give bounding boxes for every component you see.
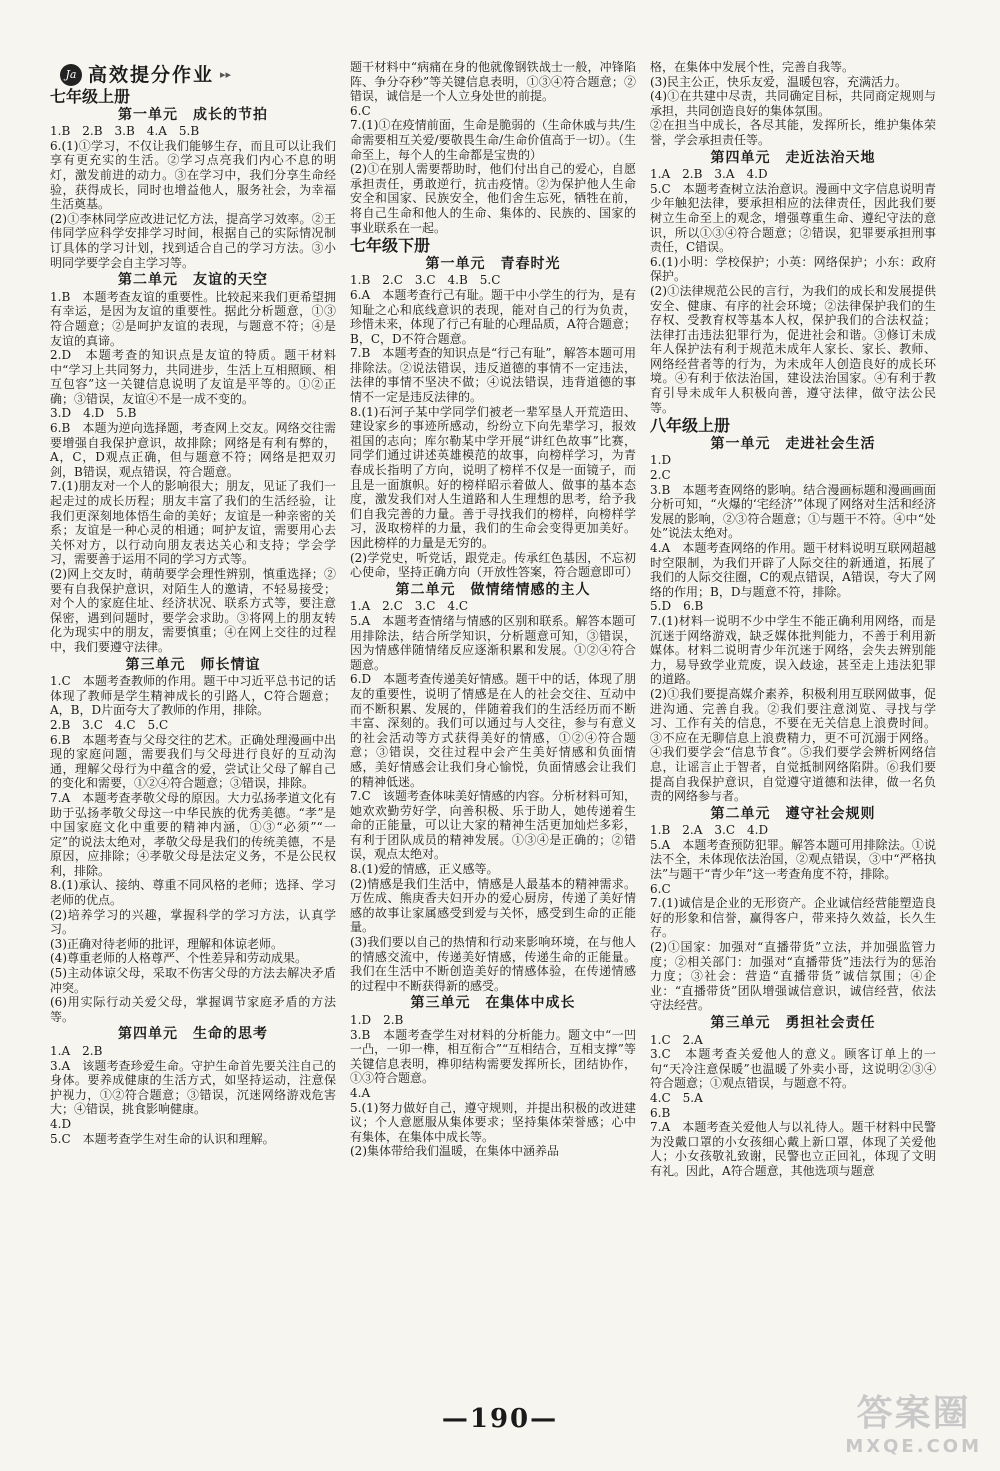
answer-page xyxy=(50,60,950,1390)
answer-line: 5.A 本题考查情绪与情感的区别和联系。解答本题可用排除法，结合所学知识，分析题意可知，③错误，因为情感伴随情绪反应逐渐积累和发展。①②④符合题意。 xyxy=(350,613,636,672)
answer-line: 7.(1)①在疫情前面，生命是脆弱的（生命休戚与共/生命需要相互关爱/要敬畏生命/生命价值高于一切）。（生命至上，每个人的生命都是宝贵的） xyxy=(350,118,636,162)
answer-line: 5.A 本题考查预防犯罪。解答本题可用排除法。①说法不全，未体现依法治国，②观点错误，③中“严格执法”与题干“青少年”这一考查角度不符，排除。 xyxy=(650,837,936,882)
answer-line: (2)①国家：加强对“直播带货”立法，并加强监管力度；②相关部门：加强对“直播带货”违法行为的惩治力度；③社会：营造“直播带货”诚信氛围；④企业：“直播带货”团队增强诚信意识，诚信经营，依法守法经营。 xyxy=(650,940,936,1013)
answer-line: 7.A 本题考查关爱他人与以礼待人。题干材料中民警为没戴口罩的小女孩细心戴上新口罩，体现了关爱他人；小女孩敬礼致谢，民警也立正回礼，体现了文明有礼。因此，A符合题意，其他选项与题意 xyxy=(650,1120,936,1178)
answer-line: 格，在集体中发展个性，完善自我等。 xyxy=(650,60,855,74)
answer-line: 5.D 6.B xyxy=(650,599,704,614)
watermark-text: 答案圈 xyxy=(856,1392,971,1434)
answer-block xyxy=(350,273,639,580)
answer-line: 1.D 2.B xyxy=(350,1013,404,1027)
section-title: 高效提分作业 xyxy=(88,63,215,86)
answer-line: 7.(1)诚信是企业的无形资产。企业诚信经营能塑造良好的形象和信誉，赢得客户，带来持久效益，长久生存。 xyxy=(650,896,936,940)
unit-heading: 第二单元 做情绪情感的主人 xyxy=(395,581,591,598)
answer-line: (4)①在共建中尽责，共同确定目标，共同商定规则与承担，共同创造良好的集体氛围。 xyxy=(650,89,936,118)
answer-line: 题干材料中“病痛在身的他就像钢铁战士一般，冲锋陷阵、争分夺秒”等关键信息表明，①③④符合题意；②错误，诚信是一个人立身处世的前提。 xyxy=(350,60,636,104)
answer-line: (2)①在别人需要帮助时，他们付出自己的爱心，自愿承担责任，勇敢逆行，抗击疫情。②为保护他人生命安全和国家、民族安全，他们舍生忘死，牺牲在前，将自己生命和他人的生命、集体的、民族的、国家的事业联系在一起。 xyxy=(350,162,636,235)
answer-line: (3)我们要以自己的热情和行动来影响环境，在与他人的情感交流中，传递美好情感，传递生命的正能量。我们在生活中不断创造美好的情感体验，在传递情感的过程中不断获得新的感受。 xyxy=(350,935,636,993)
answer-line: 1.B 2.A 3.C 4.D xyxy=(650,823,769,838)
answer-line: 3.A 该题考查珍爱生命。守护生命首先要关注自己的身体。要养成健康的生活方式，如坚持运动，注意保护视力，①②符合题意；③错误，沉迷网络游戏危害大；④错误，挑食影响健康。 xyxy=(50,1058,336,1117)
unit-heading: 第三单元 师长情谊 xyxy=(125,656,261,673)
answer-block xyxy=(50,290,336,655)
answer-line: 6.B xyxy=(650,1105,671,1120)
answer-line: 3.D 4.D 5.B xyxy=(50,406,137,421)
answer-line: 1.B 2.C 3.C 4.B 5.C xyxy=(350,273,501,288)
answer-line: 4.C 5.A xyxy=(650,1090,703,1105)
answer-line: 2.D 本题考查的知识点是友谊的特质。题干材料中“学习上共同努力，共同进步，生活上互相照顾、相互包容”这一关键信息说明了友谊是平等的。①②正确；③错误，友谊④不是一成不变的。 xyxy=(50,348,336,406)
answer-line: 1.A 2.B xyxy=(50,1044,103,1058)
answer-line: 6.(1)小明：学校保护；小英：网络保护；小东：政府保护。 xyxy=(650,254,936,284)
answer-line: 7.(1)朋友对一个人的影响很大；朋友，见证了我们一起走过的成长历程；朋友丰富了我们的生活经验，让我们更深刻地体悟生命的美好；友谊是一种亲密的关系；友谊是一种心灵的相通；呵护友谊，需要用心去关怀对方，以行动向朋友表达关心和支持；学会学习，需要善于运用不同的学习方式等。 xyxy=(50,479,336,567)
answer-block xyxy=(650,453,936,803)
answer-line: 6.B 本题为逆向选择题，考查网上交友。网络交往需要增强自我保护意识，故排除；网络是有利有弊的，A，C，D观点正确，但与题意不符；网络是把双刃剑，B错误，观点错误，符合题意。 xyxy=(50,421,336,479)
unit-heading: 第三单元 勇担社会责任 xyxy=(710,1015,876,1031)
answer-block xyxy=(650,60,936,148)
answer-block xyxy=(650,1033,936,1179)
answer-line: 8.(1)爱的情感，正义感等。 xyxy=(350,862,499,877)
answer-line: 5.(1)努力做好自己，遵守规则，并提出积极的改进建议；个人意愿服从集体要求；坚持集体荣誉感；心中有集体，在集体中成长等。 xyxy=(350,1100,636,1144)
brand-logo-icon: Ja xyxy=(60,64,82,86)
answer-line: 3.B 本题考查学生对材料的分析能力。题文中“一凹一凸，一卯一榫，相互衔合”“互相结合，互相支撑”等关键信息表明，榫卯结构需要发挥所长，团结协作，①③符合题意。 xyxy=(350,1027,636,1086)
double-arrow-icon: ▸▸ xyxy=(220,67,232,81)
answer-line: (3)正确对待老师的批评，理解和体谅老师。 xyxy=(50,936,283,951)
answer-line: 6.B 本题考查与父母交往的艺术。正确处理漫画中出现的家庭问题，需要我们与父母进行良好的互动沟通，理解父母行为中蕴含的爱，尝试让父母了解自己的变化和需要，①②④符合题意；③错误，排除。 xyxy=(50,732,336,791)
column-2 xyxy=(350,60,639,1159)
answer-line: 4.D xyxy=(50,1116,72,1131)
answer-block xyxy=(50,674,336,1024)
grade-heading: 八年级上册 xyxy=(650,416,731,436)
answer-line: 7.B 本题考查的知识点是“行己有耻”，解答本题可用排除法。②说法错误，违反道德的事情不一定违法，法律的事情不坚决不做；④说法错误，违背道德的事情不一定是违反法律的。 xyxy=(350,346,636,405)
answer-line: 1.B 2.B 3.B 4.A 5.B xyxy=(50,124,200,139)
answer-line: 1.C 本题考查教师的作用。题干中习近平总书记的话体现了教师是学生精神成长的引路人，C符合题意；A，B，D片面夸大了教师的作用，排除。 xyxy=(50,674,336,718)
answer-line: 7.A 本题考查孝敬父母的原因。大力弘扬孝道文化有助于弘扬孝敬父母这一中华民族的优秀美德。“孝”是中国家庭文化中重要的精神内涵，①③“必须”“一定”的说法太绝对，孝敬父母是我们的传统美德，不是原因，应排除；④孝敬父母是法定义务，不是公民权利，排除。 xyxy=(50,790,336,878)
answer-block xyxy=(350,1013,636,1159)
answer-line: (2)①我们要提高媒介素养，积极利用互联网做事，促进沟通、完善自我。②我们要注意浏览、寻找与学习、工作有关的信息，不要在无关信息上浪费时间。③不应在无聊信息上浪费精力，更不可沉溺于网络。④我们要学会“信息节食”。⑤我们要学会辨析网络信息，让谣言止于智者，自觉抵制网络陷阱。⑥我们要提高自我保护意识，自觉遵守道德和法律，做一名负责的网络参与者。 xyxy=(650,686,936,804)
answer-line: 3.B 本题考查网络的影响。结合漫画标题和漫画画面分析可知，“火爆的‘宅经济’”体现了网络对生活和经济发展的影响，②③符合题意；①与题干不符。④中“处处”说法太绝对。 xyxy=(650,482,936,541)
answer-line: 7.(1)材料一说明不少中学生不能正确利用网络，而是沉迷于网络游戏，缺乏媒体批判能力，不善于利用新媒体。材料二说明青少年沉迷于网络，会失去辨别能力，易导致学业荒废，误入歧途，甚至走上违法犯罪的道路。 xyxy=(650,613,936,687)
answer-block xyxy=(650,823,936,1013)
answer-line: ②在担当中成长，各尽其能，发挥所长，维护集体荣誉，学会承担责任等。 xyxy=(650,118,936,147)
answer-line: 3.C 本题考查关爱他人的意义。顾客订单上的一句“天冷注意保暖”也温暖了外卖小哥，这说明②③④符合题意；①观点错误，与题意不符。 xyxy=(650,1047,936,1091)
answer-line: 6.C xyxy=(650,881,671,896)
answer-line: (2)学党史，听党话，跟党走。传承红色基因，不忘初心使命，坚持正确方向（开放性答案，符合题意即可） xyxy=(350,550,639,580)
column-3 xyxy=(650,60,936,1179)
unit-heading: 第二单元 友谊的天空 xyxy=(118,272,268,289)
answer-line: (2)集体带给我们温暖，在集体中涵养品 xyxy=(350,1144,559,1159)
unit-heading: 第一单元 青春时光 xyxy=(425,255,561,272)
answer-line: 5.C 本题考查树立法治意识。漫画中文字信息说明青少年触犯法律，要承担相应的法律责任，因此我们要树立生命至上的观念，增强尊重生命、遵纪守法的意识，所以①③④符合题意；②错误，犯罪要承担刑事责任，C错误。 xyxy=(650,181,936,255)
answer-line: (2)情感是我们生活中，情感是人最基本的精神需求。万佐成、熊庚香夫妇开办的爱心厨房，传递了美好情感的故事让家属感受到爱与关怀，感受到生命的正能量。 xyxy=(350,876,636,935)
unit-heading: 第四单元 生命的思考 xyxy=(118,1026,268,1043)
unit-heading: 第一单元 成长的节拍 xyxy=(118,106,268,123)
answer-line: 1.A 2.C 3.C 4.C xyxy=(350,599,469,614)
section-header xyxy=(60,64,336,86)
answer-line: (4)尊重老师的人格尊严、个性差异和劳动成果。 xyxy=(50,951,307,966)
answer-line: (2)培养学习的兴趣，掌握科学的学习方法，认真学习。 xyxy=(50,907,336,937)
answer-line: (2)①李林同学应改进记忆方法，提高学习效率。②王伟同学应科学安排学习时间，根据自己的实际情况制订具体的学习计划，找到适合自己的学习方法。③小明同学要学会自主学习等。 xyxy=(50,211,336,270)
answer-line: 6.C xyxy=(350,103,371,118)
answer-line: 4.A xyxy=(350,1085,371,1100)
answer-block xyxy=(50,1044,336,1146)
answer-block xyxy=(50,124,336,270)
page-number: —190— xyxy=(441,1404,559,1434)
answer-line: 8.(1)承认、接纳、尊重不同风格的老师；选择、学习老师的优点。 xyxy=(50,878,336,908)
watermark-logo xyxy=(845,1385,982,1457)
answer-line: 5.C 本题考查学生对生命的认识和理解。 xyxy=(50,1131,275,1146)
answer-line: 6.D 本题考查传递美好情感。题干中的话，体现了朋友的重要性，说明了情感是在人的社会交往、互动中而不断积累、发展的，伴随着我们的生活经历而不断丰富、深刻的。我们可以通过与人交往，参与有意义的社会活动等方式获得美好的情感，①②④符合题意；③错误，交往过程中会产生美好情感和负面情感，美好情感会让我们身心愉悦，负面情感会让我们的精神低迷。 xyxy=(350,672,636,789)
answer-line: 1.D xyxy=(650,453,672,468)
answer-line: (2)①法律规范公民的言行，为我们的成长和发展提供安全、健康、有序的社会环境；②法律保护我们的生存权、受教育权等基本人权，保护我们的合法权益；法律打击违法犯罪行为，促进社会和谐。③修订未成年人保护法有利于规范未成年人家长、家长、教师、网络经营者等的行为，为未成年人创造良好的成长环境。④有利于依法治国，建设法治国家。④有利于教育引导未成年人积极向善，遵守法律，做守法公民等。 xyxy=(650,283,936,415)
unit-heading: 第二单元 遵守社会规则 xyxy=(710,805,876,822)
grade-heading: 七年级上册 xyxy=(50,87,131,106)
answer-block xyxy=(350,60,636,235)
answer-block xyxy=(350,599,636,993)
answer-line: (3)民主公正，快乐友爱，温暖包容，充满活力。 xyxy=(650,74,907,89)
answer-line: (2)网上交友时，萌萌要学会理性辨别，慎重选择；②要有自我保护意识，对陌生人的邀请，不轻易接受；对个人的家庭住址、经济状况、联系方式等，要注意保密，遇到问题时，要学会求助。③将网上的朋友转化为现实中的朋友，需要慎重；④在网上交往的过程中，我们要遵守法律。 xyxy=(50,567,336,654)
answer-line: 4.A 本题考查网络的作用。题干材料说明互联网超越时空限制，为我们开辟了人际交往的新通道，拓展了我们的人际交往圈，C的观点错误，A错误，夸大了网络的作用；B，D与题意不符，排除。 xyxy=(650,541,936,599)
unit-heading: 第三单元 在集体中成长 xyxy=(410,995,576,1012)
column-1 xyxy=(50,60,336,1146)
grade-heading: 七年级下册 xyxy=(350,236,431,256)
answer-line: 8.(1)石河子某中学同学们被老一辈军垦人开荒造田、建设家乡的事迹所感动，纷纷立下向先辈学习，报效祖国的志向；库尔勒某中学开展“讲红色故事”比赛，同学们通过讲述英雄模范的故事，向榜样学习，为青春成长指明了方向，说明了榜样不仅是一面镜子，而且是一面旗帜。好的榜样昭示着做人、做事的基本态度，激发我们对人生道路和人生理想的思考，给予我们自我完善的力量。善于寻找我们的榜样，向榜样学习，汲取榜样的力量，我们的生命会变得更加美好。因此榜样的力量是无穷的。 xyxy=(350,404,636,550)
answer-line: 2.C xyxy=(650,468,671,483)
watermark-url: MXQE.COM xyxy=(845,1436,982,1457)
answer-line: 2.B 3.C 4.C 5.C xyxy=(50,717,169,732)
answer-line: 1.B 本题考查友谊的重要性。比较起来我们更希望拥有幸运，是因为友谊的重要性。据此分析题意，①③符合题意；②是呵护友谊的表现，与题意不符；④是友谊的真谛。 xyxy=(50,289,336,348)
answer-line: (5)主动体谅父母，采取不伤害父母的方法去解决矛盾冲突。 xyxy=(50,966,336,995)
unit-heading: 第一单元 走进社会生活 xyxy=(710,435,876,452)
answer-block xyxy=(650,167,936,415)
answer-line: 6.A 本题考查行己有耻。题干中小学生的行为，是有知耻之心和底线意识的表现，能对自己的行为负责，珍惜未来，体现了行己有耻的心理品质，A符合题意；B，C，D不符合题意。 xyxy=(350,287,636,346)
answer-line: 6.(1)①学习，不仅让我们能够生存，而且可以让我们享有更充实的生活。②学习点亮我们内心不息的明灯，激发前进的动力。③在学习中，我们分享生命经验，获得成长，同时也增益他人，服务社会，为幸福生活奠基。 xyxy=(50,138,336,212)
unit-heading: 第四单元 走近法治天地 xyxy=(710,149,876,166)
answer-line: 1.C 2.A xyxy=(650,1032,703,1047)
answer-line: (6)用实际行动关爱父母，掌握调节家庭矛盾的方法等。 xyxy=(50,995,336,1024)
answer-line: 7.C 该题考查体味美好情感的内容。分析材料可知，她欢欢勤劳好学，向善积极、乐于助人，她传递着生命的正能量，可以让大家的精神生活更加灿烂多彩，有利于团队成员的精神发展。①③④是正确的；②错误，观点太绝对。 xyxy=(350,789,636,862)
answer-line: 1.A 2.B 3.A 4.D xyxy=(650,167,768,182)
